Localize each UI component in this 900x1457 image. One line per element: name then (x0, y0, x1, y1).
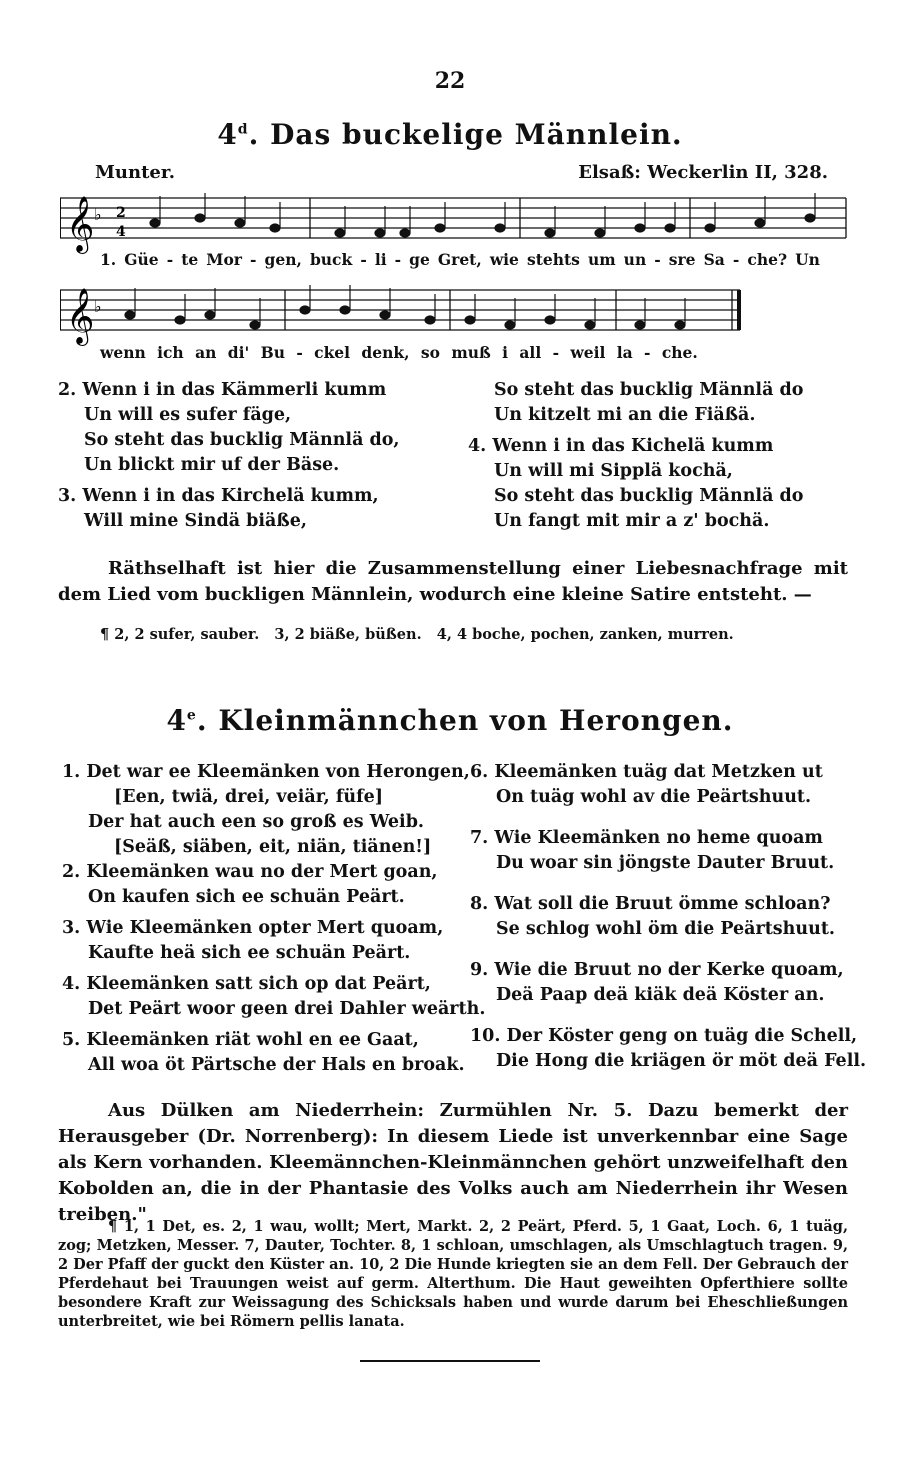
verse-line: 4. Wenn i in das Kichelä kumm (468, 436, 774, 456)
verse-line: 5. Kleemänken riät wohl en ee Gaat, (62, 1030, 419, 1050)
song2-number: 4e (166, 704, 197, 737)
verse-line: Der hat auch een so groß es Weib. (88, 812, 425, 832)
music-staff-1 (60, 188, 850, 258)
verse-line: Un kitzelt mi an die Fiäßä. (494, 405, 756, 425)
verse-line: [Een, twiä, drei, veiär, füfe] (114, 787, 384, 807)
verse-line: Deä Paap deä kiäk deä Köster an. (496, 985, 825, 1005)
flat-icon: ♭ (94, 205, 102, 224)
notes-staff-2 (125, 285, 685, 329)
verse-line: All woa öt Pärtsche der Hals en broak. (88, 1055, 465, 1075)
song1-footnotes: ¶ 2, 2 sufer, sauber. 3, 2 biäße, büßen. 4, 4 boche, pochen, zanken, murren. (100, 626, 734, 643)
verse-line: 10. Der Köster geng on tuäg die Schell, (470, 1026, 858, 1046)
verse-line: Un will mi Sipplä kochä, (494, 461, 733, 481)
lyrics-line-2: wenn ich an di' Bu - ckel denk, so muß i all - weil la - che. (100, 343, 698, 362)
verse-line: On tuäg wohl av die Peärtshuut. (496, 787, 812, 807)
verse-line: So steht das bucklig Männlä do (494, 380, 804, 400)
verse-line: Un will es sufer fäge, (84, 405, 292, 425)
verse-line: 1. Det war ee Kleemänken von Herongen, (62, 762, 470, 782)
song1-verses-right (468, 378, 858, 534)
verse-line: 2. Kleemänken wau no der Mert goan, (62, 862, 438, 882)
lyrics-line-1: 1. Güe - te Mor - gen, buck - li - ge Gret, wie stehts um un - sre Sa - che? Un (100, 250, 820, 269)
verse-line: 7. Wie Kleemänken no heme quoam (470, 828, 823, 848)
verse-line: 3. Wie Kleemänken opter Mert quoam, (62, 918, 444, 938)
verse-line: Un blickt mir uf der Bäse. (84, 455, 340, 475)
treble-clef-icon: 𝄞 (66, 288, 95, 344)
verse-line: Se schlog wohl öm die Peärtshuut. (496, 919, 836, 939)
verse-line: 3. Wenn i in das Kirchelä kumm, (58, 486, 379, 506)
song1-title: 4$^d$. Das buckelige Männlein. (217, 118, 683, 151)
page-number: 22 (434, 68, 466, 94)
verse-line: Un fangt mit mir a z' bochä. (494, 511, 770, 531)
verse-line: On kaufen sich ee schuän Peärt. (88, 887, 405, 907)
verse-line: [Seäß, siäben, eit, niän, tiänen!] (114, 837, 432, 857)
verse-line: Kaufte heä sich ee schuän Peärt. (88, 943, 411, 963)
notes-staff-1 (150, 193, 815, 237)
treble-clef-icon: 𝄞 (66, 196, 95, 252)
verse-line: Die Hong die kriägen ör möt deä Fell. (496, 1051, 867, 1071)
verse-line: 2. Wenn i in das Kämmerli kumm (58, 380, 387, 400)
song1-commentary: Räthselhaft ist hier die Zusammenstellung einer Liebesnachfrage mit dem Lied vom buckligen Männlein, wodurch eine kleine Satire entsteht. — (58, 558, 848, 605)
verse-line: So steht das bucklig Männlä do, (84, 430, 400, 450)
verse-line: Will mine Sindä biäße, (84, 511, 307, 531)
song2-title: 4e. Kleinmännchen von Herongen. (166, 704, 734, 737)
time-signature-top: 2 (116, 205, 126, 221)
tempo-marking: Munter. (95, 162, 175, 183)
song2-footnotes: ¶ 1, 1 Det, es. 2, 1 wau, wollt; Mert, Markt. 2, 2 Peärt, Pferd. 5, 1 Gaat, Loch. 6, 1 tuäg, zog; Metzken, Messer. 7, Dauter, Tochter. 8, 1 schloan, umschlagen, als Umschlagtuch tragen. 9, 2 Der Pfaff der guckt den Küster an. 10, 2 Die Hunde kriegten sie an dem Fell. Der Gebrauch der Pferdehaut bei Trauungen weist auf germ. Alterthum. Die Haut geweihten Opferthiere sollte besondere Kraft zur Weissagung des Schicksals haben und wurde darum bei Eheschließungen unterbreitet, wie bei Römern pellis lanata. (58, 1218, 848, 1330)
flat-icon: ♭ (94, 297, 102, 316)
verse-line: Du woar sin jöngste Dauter Bruut. (496, 853, 835, 873)
verse-line: 8. Wat soll die Bruut ömme schloan? (470, 894, 831, 914)
song1-number: 4$^d$ (217, 118, 249, 151)
end-rule (360, 1360, 540, 1362)
verse-line: So steht das bucklig Männlä do (494, 486, 804, 506)
verse-line: 6. Kleemänken tuäg dat Metzken ut (470, 762, 823, 782)
verse-line: 9. Wie die Bruut no der Kerke quoam, (470, 960, 844, 980)
verse-line: Det Peärt woor geen drei Dahler weärth. (88, 999, 486, 1019)
music-staff-2 (60, 280, 750, 350)
song1-verses-left (58, 378, 468, 534)
source-reference: Elsaß: Weckerlin II, 328. (578, 162, 828, 183)
song2-commentary: Aus Dülken am Niederrhein: Zurmühlen Nr. 5. Dazu bemerkt der Herausgeber (Dr. Norrenberg): In diesem Liede ist unverkennbar eine Sage als Kern vorhanden. Kleemännchen-Kleinmännchen gehört unzweifelhaft den Kobolden an, die in der Phantasie des Volks auch am Niederrhein ihr Wesen treiben." (58, 1100, 848, 1225)
verse-line: 4. Kleemänken satt sich op dat Peärt, (62, 974, 431, 994)
song2-verses-right (470, 760, 870, 1074)
song2-verses-left (62, 760, 486, 1078)
time-signature-bottom: 4 (116, 224, 126, 240)
